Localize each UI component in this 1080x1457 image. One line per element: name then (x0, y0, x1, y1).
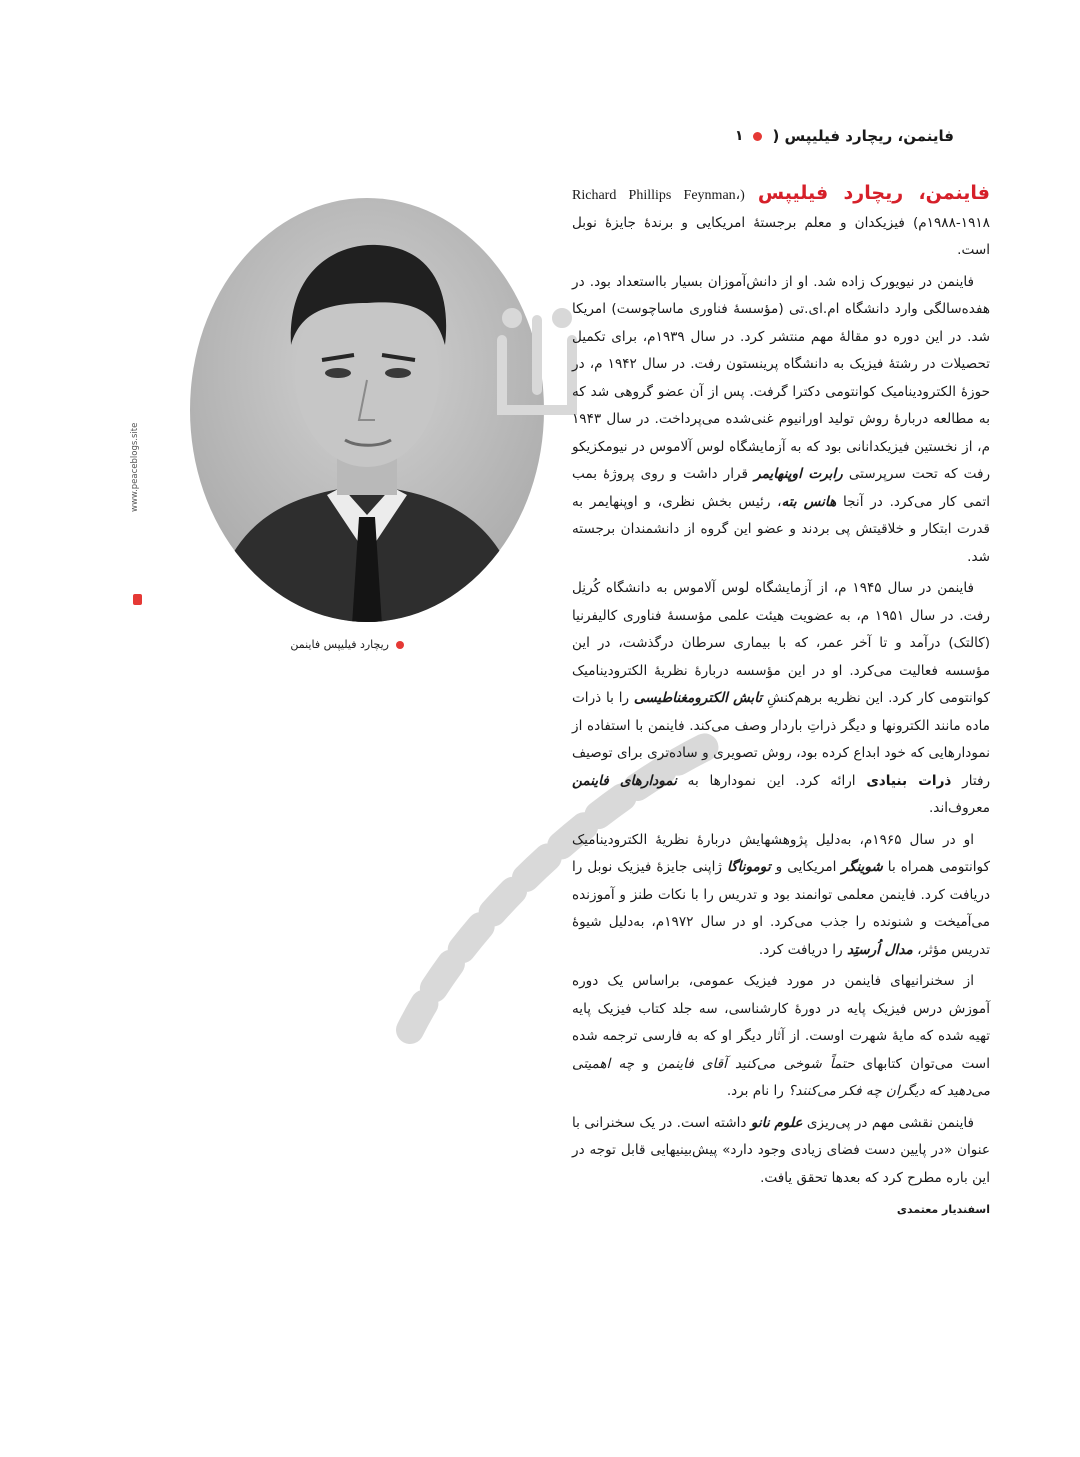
p2-emphasis-2: ذرات بنیادی (866, 772, 952, 789)
side-url: www.peaceblogs.site (130, 422, 140, 512)
p3-mid2: ژاپنی جایزهٔ فیزیک نوبل را دریافت کرد. فاینمن معلمی توانمند بود و تدریس را با نکات طنز و آموزنده می‌آمیخت و شنونده را جذب می‌کرد. او در سال ۱۹۷۲م، به‌دلیل شیوهٔ تدریس مؤثر، (572, 859, 990, 958)
p4-emphasis-1: حتماً شوخی می‌کنید آقای فاینمن (656, 1055, 855, 1072)
p5-text: فاینمن نقشی مهم در پی‌ریزی (806, 1114, 975, 1131)
p1-text: فاینمن در نیویورک زاده شد. او از دانش‌آموزان بسیار بااستعداد بود. در هفده‌سالگی وارد دانشگاه ام.ای.تی (مؤسسهٔ فناوری ماساچوست) امریکا شد. در این دوره دو مقالهٔ مهم منتشر کرد. در سال ۱۹۳۹م، برای تکمیل تحصیلات در رشتهٔ فیزیک به دانشگاه پرینستون رفت. در سال ۱۹۴۲ م، در حوزهٔ الکترودینامیک کوانتومی دکترا گرفت. پس از آن عضو گروهی شد که به مطالعه دربارهٔ روش تولید اورانیوم غنی‌شده می‌پرداخت. در سال ۱۹۴۳ م، از نخستین فیزیکدانانی بود که به آزمایشگاه لوس آلاموس در نیومکزیکو رفت که تحت سرپرستی (572, 273, 991, 482)
paragraph-2 (572, 575, 990, 823)
p3-emphasis-2: تومونا‌گا (726, 859, 771, 875)
p2-emphasis-1: تابش الکترومغناطیسی (633, 690, 763, 706)
p4-text: از سخنرانیهای فاینمن در مورد فیزیک عمومی، براساس یک دوره آموزش درس فیزیک پایه در دورهٔ کارشناسی، سه جلد کتاب فیزیک پایه تهیه شده که مایهٔ شهرت اوست. از آثار دیگر او که به فارسی ترجمه شده است می‌توان کتابهای (572, 973, 990, 1072)
p1-emphasis-1: رابرت اوپنهایمر (754, 466, 843, 482)
p1-end: ، رئیس بخش نظری، و اوپنهایمر به قدرت ابتکار و خلاقیتش پی بردند و عضو این گروه از دانشمندان برجسته شد. (572, 493, 990, 565)
p2-emphasis-3: نمودارهای فاینمن (572, 772, 677, 789)
p5-end: داشته است. در یک سخنرانی با عنوان «در پایین دست فضای زیادی وجود دارد» پیش‌بینیهایی قابل توجه در این باره مطرح کرد که بعدها تحقق یافت. (572, 1114, 990, 1186)
p1-mid: قرار داشت و روی پروژهٔ بمب اتمی کار می‌کرد. در آنجا (572, 466, 990, 510)
article-intro (572, 180, 990, 265)
p3-mid: امریکایی و (775, 859, 837, 875)
p1-emphasis-2: هانس بته (781, 493, 837, 510)
page-number: ۱ (734, 128, 744, 144)
p4-emphasis-2: چه اهمیتی می‌دهید که دیگران چه فکر می‌کنند؟ (572, 1055, 990, 1099)
portrait-figure (187, 195, 547, 625)
article (572, 180, 990, 1224)
paragraph-5 (572, 1110, 990, 1193)
author-name: اسفندیار معتمدی (896, 1203, 990, 1216)
p2-mid2: ارائه کرد. این نمودارها به (687, 772, 856, 789)
latin-name: (Richard Phillips Feynman، (572, 188, 745, 203)
caption-text: ریچارد فیلیپس فاینمن (290, 638, 389, 651)
portrait-image (187, 195, 547, 625)
paragraph-1 (572, 269, 990, 572)
p4-mid: و (642, 1055, 649, 1072)
page-header (554, 120, 954, 152)
p3-emphasis-3: مدال اُرستِد (846, 941, 913, 958)
p2-mid: را با ذرات ماده مانند الکترونها و دیگر ذراتِ باردار وصف می‌کند. فاینمن با استفاده از نمودارهایی که خود ابداع کرده بود، روش تصویری و ساده‌تری برای توصیف رفتار (572, 690, 991, 789)
p2-text: فاینمن در سال ۱۹۴۵ م، از آزمایشگاه لوس آلاموس به دانشگاه کُرنِل رفت. در سال ۱۹۵۱ م، به عضویت هیئت علمی مؤسسهٔ فناوری کالیفرنیا (کالتک) درآمد و تا آخر عمر، که با بیماری سرطان درگذشت، در این مؤسسه فعالیت می‌کرد. او در این مؤسسه دربارهٔ نظریهٔ الکترودینامیک کوانتومی کار کرد. این نظریه برهم‌کنشِ (572, 580, 991, 706)
figure-caption (144, 638, 404, 651)
header-title: فاینمن، ریچارد فیلیپس ( (772, 127, 954, 145)
p5-emphasis-1: علوم نانو (750, 1114, 803, 1131)
p3-emphasis-1: شوینگر (841, 859, 883, 875)
paragraph-3 (572, 827, 990, 965)
article-title: فاینمن، ریچارد فیلیپس (757, 182, 990, 204)
header-dot-icon (753, 132, 762, 141)
p2-end: معروف‌اند. (928, 800, 990, 816)
blog-icon (133, 594, 142, 605)
p4-end: را نام برد. (726, 1083, 784, 1099)
intro-text: ۱۹۸۸-۱۹۱۸م) فیزیکدان و معلم برجستهٔ امریکایی و برندهٔ جایزهٔ نوبل است. (572, 214, 990, 258)
paragraph-4 (572, 968, 990, 1106)
p3-end: را دریافت کرد. (758, 941, 843, 958)
caption-dot-icon (396, 641, 404, 649)
p3-text: او در سال ۱۹۶۵م، به‌دلیل پژوهشهایش دربارهٔ نظریهٔ الکترودینامیک کوانتومی همراه با (572, 831, 991, 875)
